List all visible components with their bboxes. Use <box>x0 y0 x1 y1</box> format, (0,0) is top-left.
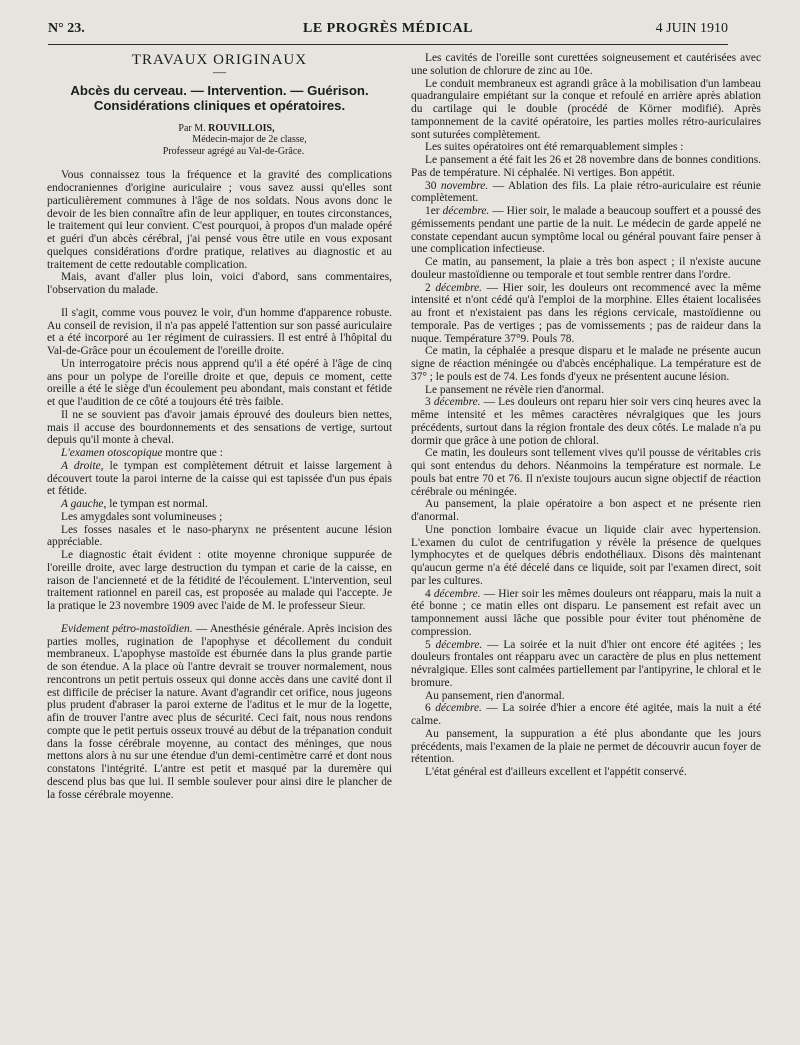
text: — Hier soir les mêmes douleurs ont réapparu, mais la nuit a été bonne ; ce matin elles ont disparu. Le pansement est refait avec un tamponnement aussi lâche que possible pour éviter tout phénomène de compression. <box>411 587 761 638</box>
text: 3 <box>425 396 434 409</box>
page-header <box>48 18 728 45</box>
text: 5 <box>425 638 436 651</box>
emphasis: décembre. <box>435 638 483 651</box>
paragraph: Au pansement, rien d'anormal. <box>425 689 565 702</box>
paragraph <box>47 623 392 802</box>
paragraph: Ce matin, la céphalée a presque disparu et le malade ne présente aucun signe de réaction méningée ou d'abcès encéphalique. La température est de 37° ; le pouls est de 74. Les fonds d'yeux ne présentent aucune lésion. <box>411 345 761 383</box>
emphasis: L'examen otoscopique <box>61 447 163 459</box>
paragraph <box>47 460 392 498</box>
text: — Les douleurs ont reparu hier soir vers cinq heures avec la même intensité et les mêmes caractères névralgiques que les jours précédents, surtout dans la région frontale des deux côtés. Le malade n'a pu dormir que grâce à une potion de chloral. <box>411 396 761 447</box>
section-title: TRAVAUX ORIGINAUX <box>131 52 308 68</box>
paragraph: Au pansement, la plaie opératoire a bon aspect et ne présente rien d'anormal. <box>411 498 761 523</box>
emphasis: décembre. <box>435 281 483 294</box>
paragraph: Le conduit membraneux est agrandi grâce à la mobilisation d'un lambeau quadrangulaire empiétant sur la conque et refoulé en arrière après ablation du cartilage qui le double (procédé de Körner modifié). Après tamponnement de la cavité opératoire, les parties molles rétro-auriculaires sont suturées complètement. <box>411 77 761 141</box>
emphasis: décembre. <box>435 702 482 715</box>
paragraph: Un interrogatoire précis nous apprend qu'il a été opéré à l'âge de cinq ans pour un polype de l'oreille droite et que, depuis ce moment, cette oreille a été le siège d'un écoulement peu abondant, mais constant et fétide et que l'audition de ce côté a toujours été très faible. <box>47 357 392 408</box>
paragraph <box>411 205 761 256</box>
article-title-line2: Considérations cliniques et opératoires. <box>93 97 346 113</box>
paragraph <box>47 498 392 511</box>
emphasis: A droite, <box>61 459 104 472</box>
emphasis: décembre. <box>433 587 481 600</box>
paragraph <box>411 396 761 447</box>
paragraph <box>47 447 392 460</box>
paragraph: Ce matin, les douleurs sont tellement vives qu'il pousse de véritables cris qui sont entendus du dehors. Néanmoins la température est normale. Le pouls bat entre 70 et 76. Il n'existe toujours aucun signe objectif de réaction cérébrale ou méningée. <box>411 447 761 498</box>
emphasis: Evidement pétro-mastoïdien. <box>61 622 193 635</box>
paragraph: Le pansement a été fait les 26 et 28 novembre dans de bonnes conditions. Pas de température. Ni céphalée. Ni vertiges. Bon appétit. <box>411 154 761 179</box>
paragraph <box>411 588 761 639</box>
author-name: ROUVILLOIS, <box>208 122 275 134</box>
paragraph: Au pansement, la suppuration a été plus abondante que les jours précédents, mais l'examen de la plaie ne permet de découvrir aucun foyer de rétention. <box>411 727 761 766</box>
paragraph: Les cavités de l'oreille sont curettées soigneusement et cautérisées avec une solution de chlorure de zinc au 10e. <box>411 52 761 77</box>
text: montre que : <box>162 447 223 459</box>
section-dash: — <box>213 63 226 79</box>
paragraph: Il s'agit, comme vous pouvez le voir, d'un homme d'apparence robuste. Au conseil de revision, il n'a pas appelé l'attention sur son passé auriculaire et a été incorporé au 1er régiment de cuirassiers. Il est entré à l'hôpital du Val-de-Grâce pour un écoulement de l'oreille droite. <box>47 306 392 357</box>
paragraph: Les suites opératoires ont été remarquablement simples : <box>425 141 684 154</box>
text: — Hier soir, les douleurs ont recommencé avec la même intensité et n'ont cédé qu'à l'emploi de la morphine. Elles étaient localisées au front et n'existaient pas dans les régions cervicale, mastoïdienne ou temporale. Pas de vertiges ; pas de vomissements ; pas de raideur dans la nuque. Température 37°9. Pouls 78. <box>411 281 761 345</box>
emphasis: A gauche, <box>61 498 107 510</box>
text: — Ablation des fils. La plaie rétro-auriculaire est réunie complètement. <box>411 179 761 205</box>
author-block <box>47 123 392 158</box>
text: 2 <box>425 281 436 294</box>
issue-date: 4 JUIN 1910 <box>655 21 728 36</box>
text: — La soirée et la nuit d'hier ont encore été agitées ; les douleurs frontales ont réapparu avec un caractère de plus en plus nettement névralgique. Elles sont calmées partiellement par l'antipyrine, le chloral et le bromure. <box>411 638 761 689</box>
emphasis: décembre. <box>442 205 490 217</box>
paragraph <box>411 702 761 728</box>
paragraph <box>411 639 761 690</box>
paragraph: Les amygdales sont volumineuses ; <box>61 510 223 523</box>
author-affiliation: Professeur agrégé au Val-de-Grâce. <box>162 145 305 157</box>
text: — Anesthésie générale. Après incision des parties molles, rugination de l'apophyse et décollement du conduit membraneux. L'apophyse mastoïde est éburnée dans la plus grande partie de son étendue. A la place où l'antre devrait se trouver normalement, nous rencontrons un petit pertuis osseux qui donne accès dans une cavité dont il est difficile de préciser la nature. Avant d'agrandir cet orifice, nous jugeons plus prudent d'abraser la paroi externe de l'aditus et le mur de la logette, afin de trouver l'antre avec plus de sécurité. Ceci fait, nous nous rendons compte que le petit pertuis osseux trouvé au début de la trépanation conduit dans la fosse cérébrale moyenne, au contact des méninges, que nous mettons alors à nu sur une étendue d'un demi-centimètre carré et dont nous constatons l'intégrité. L'antre est petit et masqué par la duremère qui descend plus bas que lui. Il semble soulever pour ainsi dire le plancher de la fosse cérébrale moyenne. <box>47 622 393 801</box>
text: le tympan est complètement détruit et laisse largement à découvert toute la paroi interne de la caisse qui est tapissée d'un pus épais et fétide. <box>47 459 393 498</box>
left-column <box>47 52 392 801</box>
issue-number: N° 23. <box>48 21 85 36</box>
text: — La soirée d'hier a encore été agitée, mais la nuit a été calme. <box>411 702 761 727</box>
paragraph: Le pansement ne révèle rien d'anormal. <box>425 383 605 396</box>
text: 6 <box>425 702 436 715</box>
paragraph: Les fosses nasales et le naso-pharynx ne présentent aucune lésion appréciable. <box>47 523 392 549</box>
emphasis: novembre. <box>440 179 489 192</box>
emphasis: décembre. <box>433 396 481 409</box>
paragraph: L'état général est d'ailleurs excellent et l'appétit conservé. <box>425 766 687 778</box>
paragraph <box>411 282 761 346</box>
paragraph: Mais, avant d'aller plus loin, voici d'abord, sans commentaires, l'observation du malade. <box>47 271 392 296</box>
article-title <box>47 83 392 113</box>
text: 30 <box>425 179 441 192</box>
paragraph: Une ponction lombaire évacue un liquide clair avec hypertension. L'examen du culot de centrifugation y révèle la présence de quelques lymphocytes et de quelques débris endothéliaux. Disons dès maintenant qu'aucun germe n'a été décelé dans ce liquide, soit par l'examen direct, soit par les cultures. <box>411 523 761 587</box>
paragraph: Ce matin, au pansement, la plaie a très bon aspect ; il n'existe aucune douleur mastoïdienne ou temporale et tout semble rentrer dans l'ordre. <box>411 256 761 281</box>
paragraph: Vous connaissez tous la fréquence et la gravité des complications endocraniennes d'origine auriculaire ; vous savez aussi qu'elles sont particulièrement communes à l'âge de nos soldats. Nous avons donc le devoir de les bien connaître afin de leur appliquer, en toutes circonstances, le traitement qui leur convient. C'est pourquoi, à propos d'un malade opéré et guéri d'un abcès cérébral, j'ai pensé vous être utile en vous exposant quelques considérations d'ordre pratique, relatives au diagnostic et au traitement de cette redoutable complication. <box>47 169 392 271</box>
right-column <box>411 52 761 779</box>
author-line <box>61 123 392 135</box>
article-title-line1: Abcès du cerveau. — Intervention. — Guérison. <box>70 82 369 98</box>
journal-title: LE PROGRÈS MÉDICAL <box>302 21 474 36</box>
paragraph: Le diagnostic était évident : otite moyenne chronique suppurée de l'oreille droite, avec large destruction du tympan et carie de la caisse, en raison de l'ancienneté et de la fétidité de l'écoulement. L'intervention, seul traitement rationnel en pareil cas, est proposée au malade qui l'accepte. Je la pratique le 23 novembre 1909 avec l'aide de M. le professeur Sieur. <box>47 549 392 612</box>
paragraph: Il ne se souvient pas d'avoir jamais éprouvé des douleurs bien nettes, mais il accuse des bourdonnements et des sensations de vertige, surtout depuis qu'il monte à cheval. <box>47 408 392 447</box>
text: — Hier soir, le malade a beaucoup souffert et a poussé des gémissements pendant une partie de la nuit. Le médecin de garde appelé ne constate cependant aucun symptôme local ou général pouvant faire penser à une complication infectieuse. <box>411 205 761 256</box>
text: le tympan est normal. <box>106 498 208 510</box>
author-rank: Médecin-major de 2e classe, <box>192 134 307 146</box>
author-prefix: Par M. <box>178 122 209 134</box>
text: 1er <box>425 205 443 217</box>
text: 4 <box>425 587 434 600</box>
paragraph <box>411 180 761 206</box>
